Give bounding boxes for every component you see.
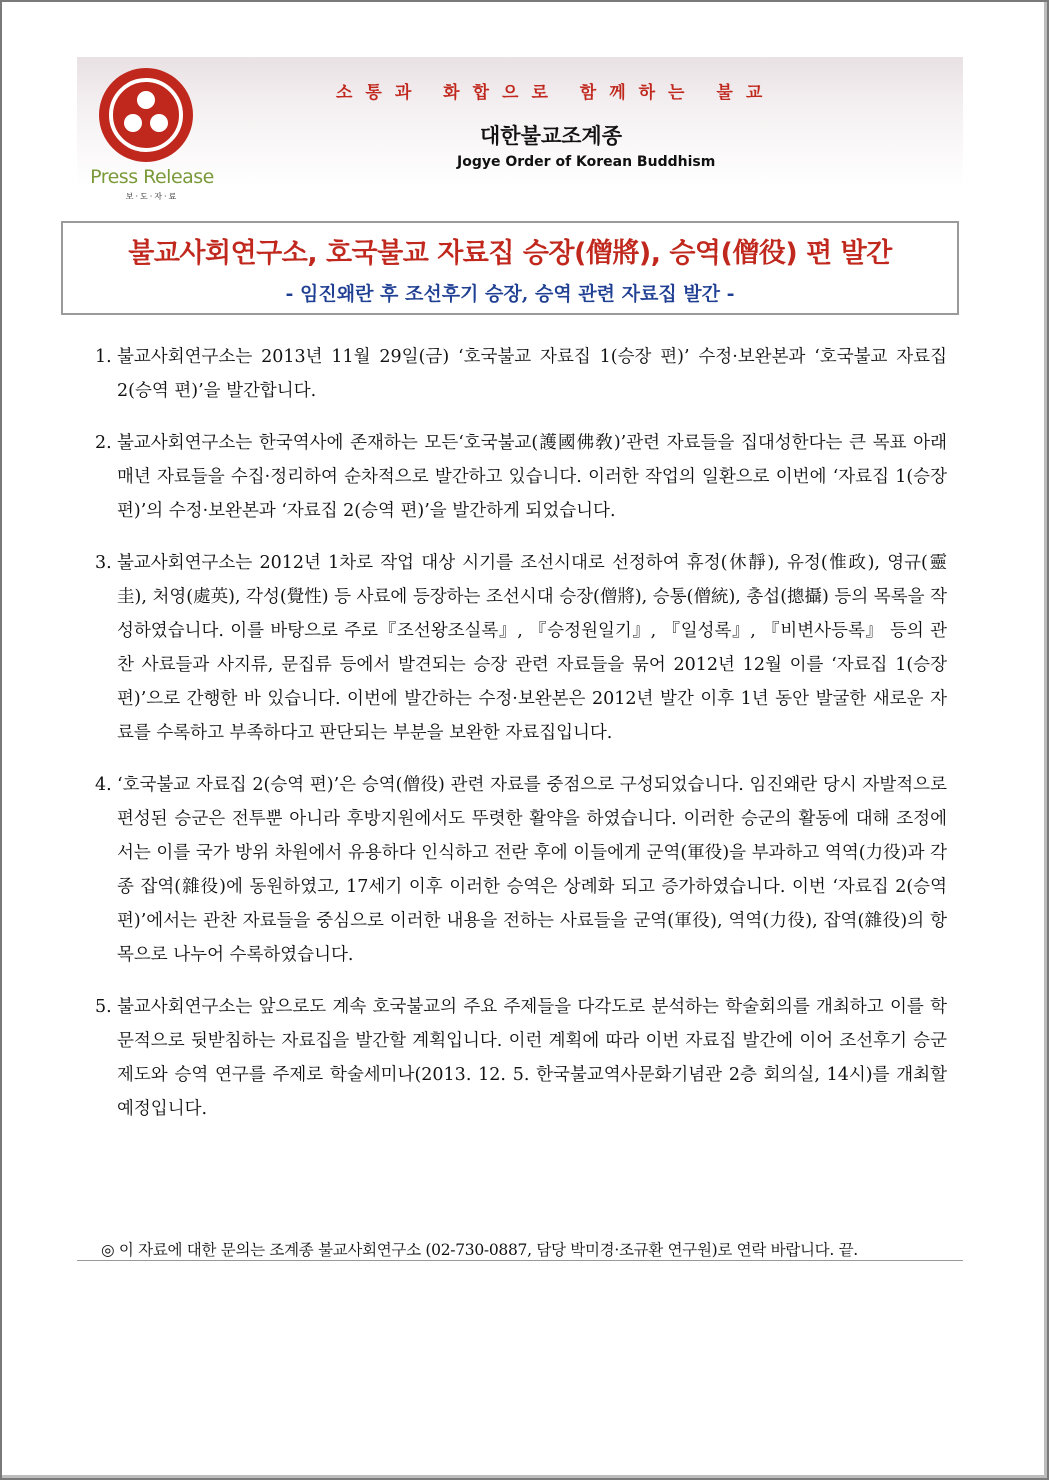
paragraph-text: ‘호국불교 자료집 2(승역 편)’은 승역(僧役) 관련 자료를 중점으로 구성되었습니다. 임진왜란 당시 자발적으로 편성된 승군은 전투뿐 아니라 후방지원에서도 뚜렷한 활약을 하였습니다. 이러한 승군의 활동에 대해 조정에서는 이를 국가 방위 차원에서 유용하다 인식하고 전란 후에 이들에게 군역(軍役)을 부과하고 역역(力役)과 각종 잡역(雜役)에 동원하였고, 17세기 이후 이러한 승역은 상례화 되고 증가하였습니다. 이번 ‘자료집 2(승역 편)’에서는 관찬 자료들을 중심으로 이러한 내용을 전하는 사료들을 군역(軍役), 역역(力役), 잡역(雜役)의 항목으로 나누어 수록하였습니다. [117, 775, 947, 965]
slogan: 소통과 화합으로 함께하는 불교 [336, 83, 776, 103]
footer-divider [77, 1260, 963, 1261]
paragraph-text: 불교사회연구소는 한국역사에 존재하는 모든‘호국불교(護國佛敎)’관련 자료들을 집대성한다는 큰 목표 아래 매년 자료들을 수집·정리하여 순차적으로 발간하고 있습니다. 이러한 작업의 일환으로 이번에 ‘자료집 1(승장 편)’의 수정·보완본과 ‘자료집 2(승역 편)’을 발간하게 되었습니다. [117, 433, 947, 521]
press-body [95, 340, 947, 1144]
sub-title: - 임진왜란 후 조선후기 승장, 승역 관련 자료집 발간 - [285, 283, 735, 305]
paragraph-text: 불교사회연구소는 앞으로도 계속 호국불교의 주요 주제들을 다각도로 분석하는 학술회의를 개최하고 이를 학문적으로 뒷받침하는 자료집을 발간할 계획입니다. 이런 계획에 따라 이번 자료집 발간에 이어 조선후기 승군제도와 승역 연구를 주제로 학술세미나(2013. 12. 5. 한국불교역사문화기념관 2층 회의실, 14시)를 개최할 예정입니다. [117, 997, 947, 1119]
contact-note: ◎ 이 자료에 대한 문의는 조계종 불교사회연구소 (02-730-0887, 담당 박미경·조규환 연구원)로 연락 바랍니다. 끝. [101, 1241, 858, 1259]
org-name-en: Jogye Order of Korean Buddhism [457, 154, 716, 170]
three-jewels-logo-icon [98, 67, 194, 163]
org-name-ko: 대한불교조계종 [480, 124, 623, 148]
press-release-badge: Press Release [90, 166, 214, 188]
paragraph-number: 3. [95, 553, 112, 573]
title-box [61, 221, 959, 315]
paragraph-2 [95, 426, 947, 528]
paragraph-4 [95, 768, 947, 972]
paragraph-number: 1. [95, 347, 112, 367]
paragraph-text: 불교사회연구소는 2013년 11월 29일(금) ‘호국불교 자료집 1(승장 편)’ 수정·보완본과 ‘호국불교 자료집 2(승역 편)’을 발간합니다. [117, 347, 947, 401]
paragraph-number: 5. [95, 997, 112, 1017]
paragraph-3 [95, 546, 947, 750]
main-title: 불교사회연구소, 호국불교 자료집 승장(僧將), 승역(僧役) 편 발간 [128, 238, 892, 269]
paragraph-number: 4. [95, 775, 112, 795]
paragraph-1 [95, 340, 947, 408]
paragraph-text: 불교사회연구소는 2012년 1차로 작업 대상 시기를 조선시대로 선정하여 휴정(休靜), 유정(惟政), 영규(靈圭), 처영(處英), 각성(覺性) 등 사료에 등장하는 조선시대 승장(僧將), 승통(僧統), 총섭(摠攝) 등의 목록을 작성하였습니다. 이를 바탕으로 주로『조선왕조실록』, 『승정원일기』, 『일성록』, 『비변사등록』 등의 관찬 사료들과 사지류, 문집류 등에서 발견되는 승장 관련 자료들을 묶어 2012년 12월 이를 ‘자료집 1(승장 편)’으로 간행한 바 있습니다. 이번에 발간하는 수정·보완본은 2012년 발간 이후 1년 동안 발굴한 새로운 자료를 수록하고 부족하다고 판단되는 부분을 보완한 자료집입니다. [117, 553, 947, 743]
paragraph-number: 2. [95, 433, 112, 453]
press-release-sub: 보·도·자·료 [125, 192, 179, 201]
paragraph-5 [95, 990, 947, 1126]
